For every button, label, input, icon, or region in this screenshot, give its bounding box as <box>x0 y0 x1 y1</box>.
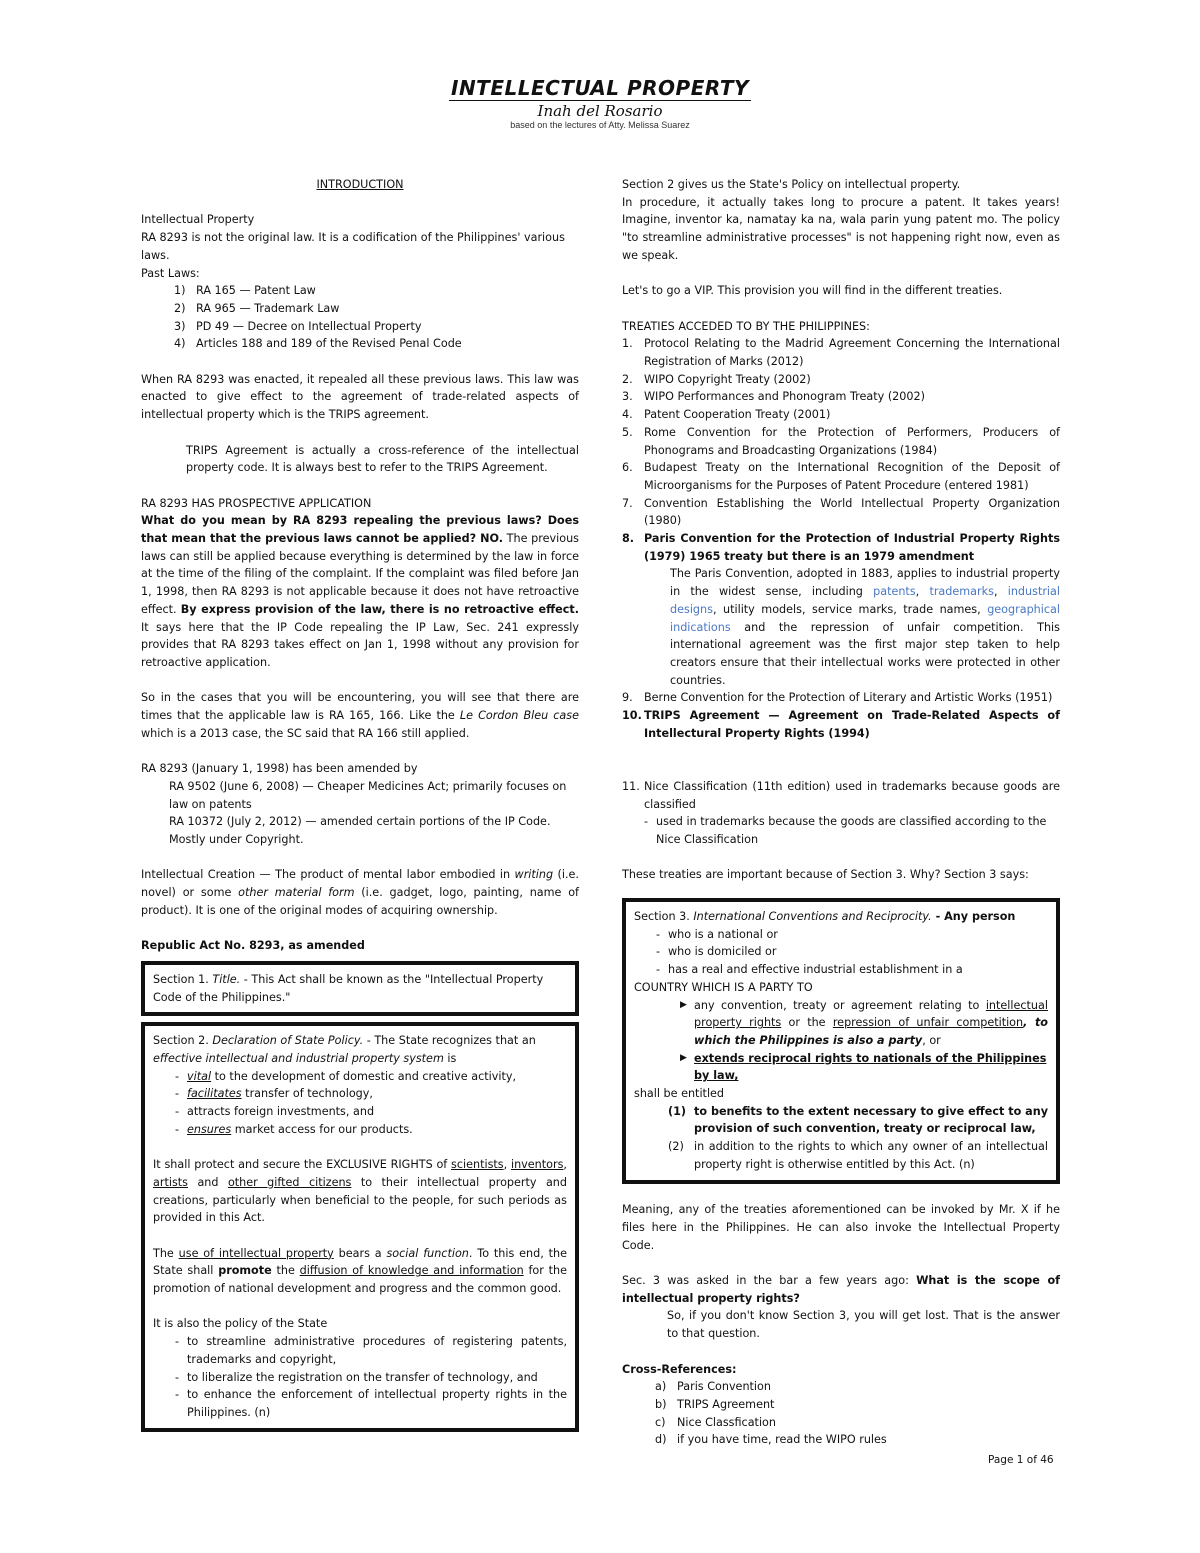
list-item: 10. TRIPS Agreement — Agreement on Trade-Related Aspects of Intellectural Property Rights (1994) <box>622 709 1060 740</box>
list-item: ▶ extends reciprocal rights to nationals of the Philippines by law, <box>680 1051 1047 1083</box>
list-item: 2) RA 965 — Trademark Law <box>174 301 340 315</box>
meaning-paragraph: Meaning, any of the treaties aforementioned can be invoked by Mr. X if he files here in the Philippines. He can also invoke the Intellectual Property Code. <box>622 1203 1060 1252</box>
protect-paragraph: It shall protect and secure the EXCLUSIVE RIGHTS of scientists, inventors, artists and other gifted citizens to their intellectual property and creations, particularly when beneficial to the people, for such periods as provided in this Act. <box>153 1158 567 1225</box>
list-item: 3) PD 49 — Decree on Intellectual Property <box>174 319 422 333</box>
past-laws-list <box>141 282 579 353</box>
section-3-benefits-list <box>634 1103 1048 1174</box>
introduction-heading: INTRODUCTION <box>316 178 404 191</box>
cross-references-list <box>622 1378 1060 1449</box>
section-3-party-list <box>634 997 1048 1086</box>
list-item: - vital to the development of domestic and creative activity, <box>175 1069 517 1083</box>
section-2-list <box>153 1068 567 1139</box>
ra-line: RA 8293 is not the original law. It is a codification of the Philippines' various laws. <box>141 231 565 262</box>
list-item: - who is domiciled or <box>656 945 777 959</box>
list-item: 8. Paris Convention for the Protection of Industrial Property Rights (1979) 1965 treaty but there is an 1979 amendment <box>622 532 1060 563</box>
left-column <box>141 176 579 1432</box>
paris-description: The Paris Convention, adopted in 1883, applies to industrial property in the widest sense, including patents, trademarks, industrial designs, utility models, service marks, trade names, geographical indications and the repression of unfair competition. This international agreement was the first major step taken to help creators ensure that their intellectual works were protected in other countries. <box>670 567 1060 687</box>
treaties-heading: TREATIES ACCEDED TO BY THE PHILIPPINES: <box>622 319 870 333</box>
list-item: - attracts foreign investments, and <box>175 1105 375 1119</box>
list-item: 9. Berne Convention for the Protection of Literary and Artistic Works (1951) <box>622 691 1053 705</box>
sec2-para-1: Section 2 gives us the State's Policy on intellectual property. <box>622 178 961 191</box>
list-item: - to streamline administrative procedures of registering patents, trademarks and copyright, <box>175 1335 567 1366</box>
list-item: a) Paris Convention <box>655 1380 771 1394</box>
past-laws-label: Past Laws: <box>141 266 200 280</box>
use-paragraph: The use of intellectual property bears a social function. To this end, the State shall promote the diffusion of knowledge and information for the promotion of national development and progress and the common good. <box>153 1246 567 1296</box>
list-item: - to enhance the enforcement of intellectual property rights in the Philippines. (n) <box>175 1388 567 1419</box>
section-3-box <box>622 898 1060 1184</box>
page-number: Page 1 of 46 <box>988 1454 1054 1466</box>
section-1-text: Section 1. Title. - This Act shall be known as the "Intellectual Property Code of the Philippines." <box>153 972 544 1004</box>
list-item: 11. Nice Classification (11th edition) used in trademarks because goods are classified <box>622 779 1060 811</box>
cross-references-heading: Cross-References: <box>622 1362 737 1376</box>
list-item: - used in trademarks because the goods are classified according to the Nice Classification <box>644 815 1047 846</box>
list-item: 3. WIPO Performances and Phonogram Treaty (2002) <box>622 390 926 404</box>
section-1-box <box>141 961 579 1016</box>
trips-paragraph: TRIPS Agreement is actually a cross-reference of the intellectual property code. It is always best to refer to the TRIPS Agreement. <box>186 443 579 475</box>
list-item: (2) in addition to the rights to which any owner of an intellectual property right is otherwise entitled by this Act. (n) <box>668 1140 1048 1171</box>
prospective-paragraph: What do you mean by RA 8293 repealing the previous laws? Does that mean that the previous laws cannot be applied? NO. The previous laws can still be applied because everything is determined by the law in force at the time of the filing of the complaint. If the complaint was filed before Jan 1, 1998, then RA 8293 is not applicable because it does not have retroactive effect. By express provision of the law, there is no retroactive effect. It says here that the IP Code repealing the IP Law, Sec. 241 expressly provides that RA 8293 takes effect on Jan 1, 1998 without any provision for retroactive application. <box>141 514 579 669</box>
section-3-entitled: shall be entitled <box>634 1087 725 1101</box>
list-item: - ensures market access for our products. <box>175 1122 413 1136</box>
list-item: - has a real and effective industrial establishment in a <box>656 963 963 977</box>
list-item: ▶ any convention, treaty or agreement relating to intellectual property rights or the repression of unfair competition, to which the Philippines is also a party, or <box>680 998 1048 1047</box>
amendments-list <box>141 778 579 849</box>
list-item: 1. Protocol Relating to the Madrid Agreement Concerning the International Registration of Marks (2012) <box>622 337 1060 368</box>
list-item: - who is a national or <box>656 927 778 941</box>
vip-paragraph: Let's to go a VIP. This provision you will find in the different treaties. <box>622 284 1003 298</box>
document-author: Inah del Rosario <box>537 102 663 120</box>
bar-answer: So, if you don't know Section 3, you will get lost. That is the answer to that question. <box>667 1309 1060 1341</box>
document-subtitle: based on the lectures of Atty. Melissa Suarez <box>510 120 690 130</box>
policy-list <box>153 1333 567 1422</box>
list-item: 7. Convention Establishing the World Intellectual Property Organization (1980) <box>622 496 1060 528</box>
section-3-country: COUNTRY WHICH IS A PARTY TO <box>634 980 813 994</box>
section-2-box <box>141 1022 579 1431</box>
important-paragraph: These treaties are important because of Section 3. Why? Section 3 says: <box>622 868 1029 882</box>
section-3-intro: Section 3. International Conventions and Reciprocity. - Any person <box>634 910 1016 924</box>
list-item: 2. WIPO Copyright Treaty (2002) <box>622 372 811 386</box>
enacted-paragraph: When RA 8293 was enacted, it repealed all these previous laws. This law was enacted to give effect to the agreement of trade-related aspects of intellectual property which is the TRIPS agreement. <box>141 372 579 422</box>
section-2-intro: Section 2. Declaration of State Policy. - The State recognizes that an effective intellectual and industrial property system is <box>153 1034 536 1065</box>
list-item: 6. Budapest Treaty on the International Recognition of the Deposit of Microorganisms for the Purposes of Patent Procedure (entered 1981) <box>622 461 1060 492</box>
treaties-list <box>622 335 1060 742</box>
document-header <box>0 76 1200 131</box>
bar-question: Sec. 3 was asked in the bar a few years ago: What is the scope of intellectual property rights? <box>622 1274 1060 1305</box>
list-item: RA 9502 (June 6, 2008) — Cheaper Medicines Act; primarily focuses on law on patents <box>169 779 567 811</box>
list-item: b) TRIPS Agreement <box>655 1397 775 1411</box>
republic-act-label: Republic Act No. 8293, as amended <box>141 939 365 953</box>
nice-list <box>622 778 1060 813</box>
list-item: - facilitates transfer of technology, <box>175 1087 373 1101</box>
sec2-para-2: In procedure, it actually takes long to procure a patent. It takes years! Imagine, inventor ka, namatay ka na, wala parin yung patent mo. The policy "to streamline administrative processes" is not happening right now, even as we speak. <box>622 195 1060 262</box>
list-item: d) if you have time, read the WIPO rules <box>655 1433 887 1447</box>
prospective-heading: RA 8293 HAS PROSPECTIVE APPLICATION <box>141 496 372 510</box>
document-title: INTELLECTUAL PROPERTY <box>451 76 749 100</box>
list-item: 1) RA 165 — Patent Law <box>174 284 316 298</box>
right-column <box>622 176 1060 1449</box>
amended-intro: RA 8293 (January 1, 1998) has been amended by <box>141 762 418 776</box>
list-item: 4. Patent Cooperation Treaty (2001) <box>622 408 831 422</box>
list-item: (1) to benefits to the extent necessary to give effect to any provision of such convention, treaty or reciprocal law, <box>668 1104 1048 1136</box>
list-item: RA 10372 (July 2, 2012) — amended certain portions of the IP Code. Mostly under Copyright. <box>169 815 551 846</box>
section-3-who-list <box>634 926 1048 979</box>
ip-heading: Intellectual Property <box>141 213 255 227</box>
creation-paragraph: Intellectual Creation — The product of mental labor embodied in writing (i.e. novel) or some other material form (i.e. gadget, logo, painting, name of product). It is one of the original modes of acquiring ownership. <box>141 868 579 917</box>
policy-intro: It is also the policy of the State <box>153 1317 328 1331</box>
list-item: c) Nice Classfication <box>655 1415 776 1429</box>
nice-sublist <box>622 813 1060 848</box>
list-item: - to liberalize the registration on the transfer of technology, and <box>175 1370 538 1384</box>
cases-paragraph: So in the cases that you will be encountering, you will see that there are times that the applicable law is RA 165, 166. Like the Le Cordon Bleu case which is a 2013 case, the SC said that RA 166 still applied. <box>141 691 579 740</box>
list-item: 5. Rome Convention for the Protection of Performers, Producers of Phonograms and Broadcasting Organizations (1984) <box>622 425 1060 457</box>
list-item: 4) Articles 188 and 189 of the Revised Penal Code <box>174 337 462 351</box>
